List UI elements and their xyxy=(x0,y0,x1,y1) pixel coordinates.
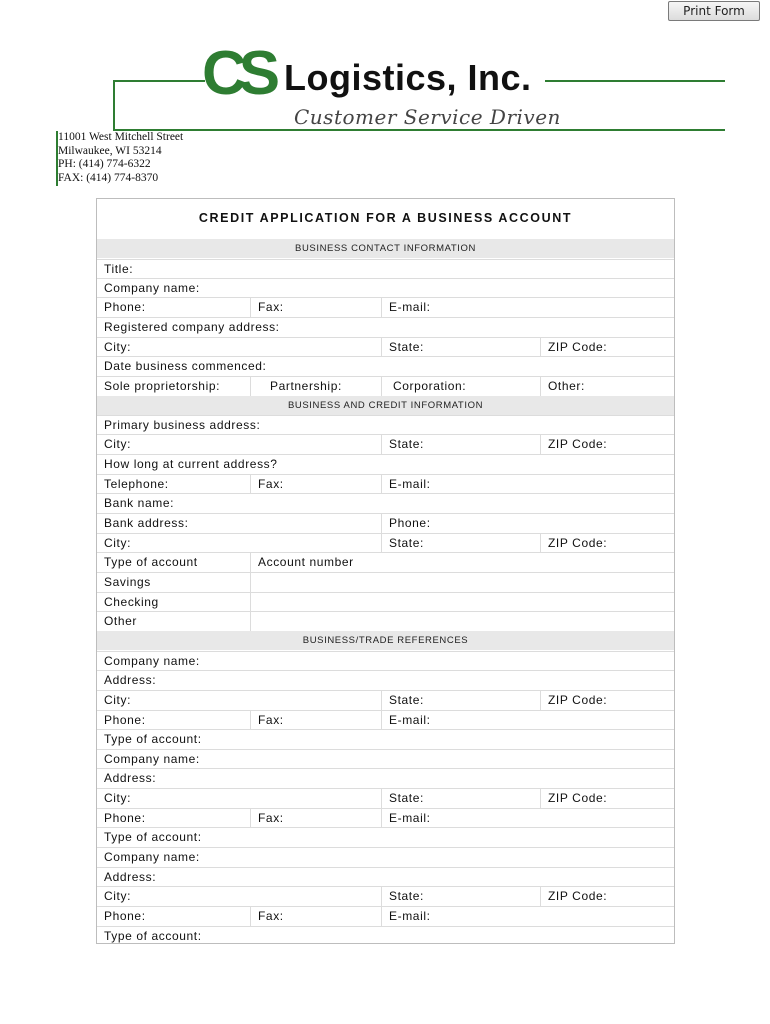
label-zip: ZIP Code: xyxy=(540,534,607,553)
label-other-account: Other xyxy=(104,614,138,628)
row-ref3-address[interactable] xyxy=(97,867,674,887)
address-city: Milwaukee, WI 53214 xyxy=(58,144,162,157)
label-type-of-account: Type of account: xyxy=(104,732,202,746)
row-ref1-city[interactable] xyxy=(97,690,674,710)
label-bank-phone: Phone: xyxy=(381,514,431,533)
row-bank-name[interactable] xyxy=(97,493,674,513)
label-registered-address: Registered company address: xyxy=(104,320,280,334)
row-ref3-company[interactable] xyxy=(97,847,674,867)
row-savings[interactable] xyxy=(97,572,674,592)
label-address: Address: xyxy=(104,870,157,884)
label-zip: ZIP Code: xyxy=(540,338,607,357)
label-fax: Fax: xyxy=(250,298,284,317)
label-fax: Fax: xyxy=(250,809,284,828)
row-telephone[interactable] xyxy=(97,474,674,494)
row-primary-address[interactable] xyxy=(97,415,674,435)
letterhead-line-top-right xyxy=(545,80,725,82)
label-fax: Fax: xyxy=(250,907,284,926)
savings-account-number-field[interactable] xyxy=(250,573,258,592)
company-name: Logistics, Inc. xyxy=(284,57,532,98)
row-company-name[interactable] xyxy=(97,278,674,298)
row-bank-city[interactable] xyxy=(97,533,674,553)
row-date-commenced[interactable] xyxy=(97,356,674,376)
section-header-references: BUSINESS/TRADE REFERENCES xyxy=(97,631,674,650)
row-ref1-phone[interactable] xyxy=(97,710,674,730)
label-email: E-mail: xyxy=(381,809,431,828)
label-city: City: xyxy=(104,693,131,707)
cs-logo-icon xyxy=(202,44,282,104)
section-header-contact: BUSINESS CONTACT INFORMATION xyxy=(97,239,674,258)
label-state: State: xyxy=(381,338,424,357)
address-street: 11001 West Mitchell Street xyxy=(58,131,184,143)
checking-account-number-field[interactable] xyxy=(250,593,258,612)
row-ref3-account-type[interactable] xyxy=(97,926,674,946)
label-telephone: Telephone: xyxy=(104,477,169,491)
label-partnership: Partnership: xyxy=(250,377,342,396)
row-how-long[interactable] xyxy=(97,454,674,474)
label-type-of-account: Type of account xyxy=(104,555,198,569)
address-fax: FAX: (414) 774-8370 xyxy=(58,171,159,184)
label-how-long: How long at current address? xyxy=(104,457,278,471)
label-company-name: Company name: xyxy=(104,850,200,864)
label-bank-address: Bank address: xyxy=(104,516,189,530)
label-state: State: xyxy=(381,435,424,454)
label-city: City: xyxy=(104,791,131,805)
label-phone: Phone: xyxy=(104,909,146,923)
label-bank-name: Bank name: xyxy=(104,496,175,510)
label-type-of-account: Type of account: xyxy=(104,830,202,844)
company-address xyxy=(58,131,183,185)
row-ref2-account-type[interactable] xyxy=(97,827,674,847)
row-account-header xyxy=(97,552,674,572)
row-contact-city[interactable] xyxy=(97,337,674,357)
label-company-name: Company name: xyxy=(104,654,200,668)
address-phone: PH: (414) 774-6322 xyxy=(58,158,151,170)
credit-application-form xyxy=(96,198,675,944)
row-ref1-account-type[interactable] xyxy=(97,729,674,749)
row-registered-address[interactable] xyxy=(97,317,674,337)
logo-letters: CS xyxy=(202,44,273,104)
row-business-type[interactable] xyxy=(97,376,674,396)
label-city: City: xyxy=(104,340,131,354)
label-state: State: xyxy=(381,789,424,808)
label-primary-address: Primary business address: xyxy=(104,418,261,432)
row-ref2-phone[interactable] xyxy=(97,808,674,828)
label-account-number: Account number xyxy=(250,553,354,572)
row-credit-city[interactable] xyxy=(97,434,674,454)
letterhead-line-left-vertical xyxy=(113,80,115,131)
row-ref2-address[interactable] xyxy=(97,768,674,788)
row-title[interactable] xyxy=(97,259,674,279)
row-bank-address[interactable] xyxy=(97,513,674,533)
label-city: City: xyxy=(104,889,131,903)
letterhead-line-top-left xyxy=(113,80,205,82)
label-address: Address: xyxy=(104,673,157,687)
label-zip: ZIP Code: xyxy=(540,691,607,710)
label-checking: Checking xyxy=(104,595,159,609)
row-checking[interactable] xyxy=(97,592,674,612)
label-date-commenced: Date business commenced: xyxy=(104,359,267,373)
row-ref2-city[interactable] xyxy=(97,788,674,808)
label-zip: ZIP Code: xyxy=(540,887,607,906)
label-zip: ZIP Code: xyxy=(540,789,607,808)
form-title: CREDIT APPLICATION FOR A BUSINESS ACCOUNT xyxy=(198,211,573,225)
label-company-name: Company name: xyxy=(104,281,200,295)
label-city: City: xyxy=(104,536,131,550)
row-other-account[interactable] xyxy=(97,611,674,631)
row-contact-phone[interactable] xyxy=(97,297,674,317)
label-fax: Fax: xyxy=(250,711,284,730)
label-phone: Phone: xyxy=(104,811,146,825)
label-type-of-account: Type of account: xyxy=(104,929,202,943)
label-email: E-mail: xyxy=(381,475,431,494)
label-title: Title: xyxy=(104,262,134,276)
label-corporation: Corporation: xyxy=(381,377,466,396)
label-savings: Savings xyxy=(104,575,151,589)
label-phone: Phone: xyxy=(104,300,146,314)
label-city: City: xyxy=(104,437,131,451)
label-zip: ZIP Code: xyxy=(540,435,607,454)
label-phone: Phone: xyxy=(104,713,146,727)
print-form-button[interactable]: Print Form xyxy=(668,1,760,21)
row-ref2-company[interactable] xyxy=(97,749,674,769)
letterhead-line-bottom xyxy=(113,129,725,131)
label-state: State: xyxy=(381,534,424,553)
label-other: Other: xyxy=(540,377,585,396)
other-account-number-field[interactable] xyxy=(250,612,258,631)
row-ref3-city[interactable] xyxy=(97,886,674,906)
label-email: E-mail: xyxy=(381,907,431,926)
label-fax: Fax: xyxy=(250,475,284,494)
label-company-name: Company name: xyxy=(104,752,200,766)
label-state: State: xyxy=(381,691,424,710)
label-email: E-mail: xyxy=(381,298,431,317)
row-ref1-address[interactable] xyxy=(97,670,674,690)
company-tagline: Customer Service Driven xyxy=(294,105,561,129)
label-sole-proprietorship: Sole proprietorship: xyxy=(104,379,221,393)
label-state: State: xyxy=(381,887,424,906)
section-header-credit: BUSINESS AND CREDIT INFORMATION xyxy=(97,396,674,415)
row-ref1-company[interactable] xyxy=(97,651,674,671)
row-ref3-phone[interactable] xyxy=(97,906,674,926)
label-address: Address: xyxy=(104,771,157,785)
label-email: E-mail: xyxy=(381,711,431,730)
